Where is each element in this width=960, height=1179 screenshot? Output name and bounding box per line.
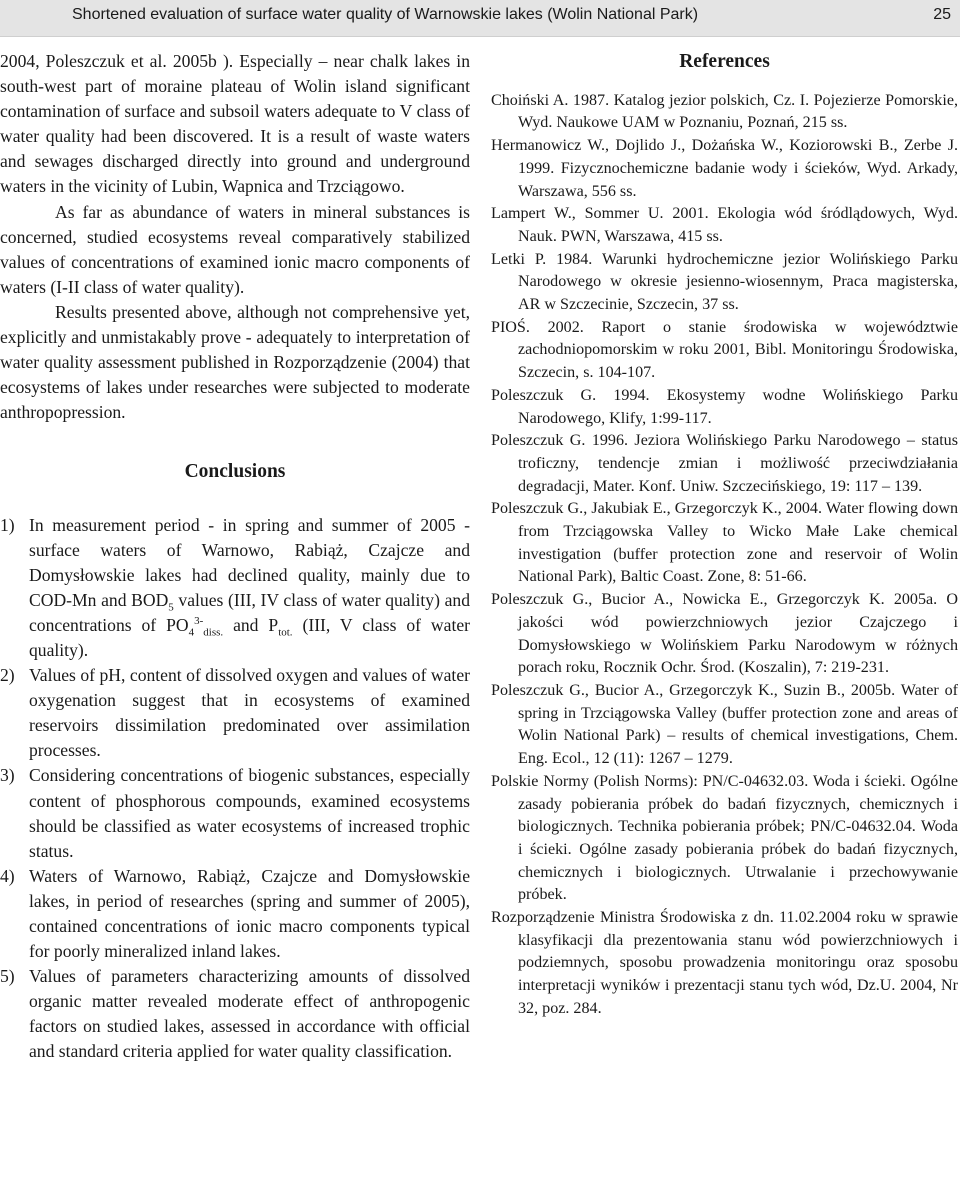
body-paragraph: 2004, Poleszczuk et al. 2005b ). Especially – near chalk lakes in south-west part of moraine plateau of Wolin island significant contamination of surface and subsoil waters adequate to V class of water quality had been discovered. It is a result of waste waters and sewages discharged directly into ground and underground waters in the vicinity of Lubin, Wapnica and Trzciągowo.	[0, 51, 470, 197]
running-title: Shortened evaluation of surface water quality of Warnowskie lakes (Wolin National Park)	[72, 6, 699, 23]
running-header	[0, 0, 960, 37]
item-number: 3)	[0, 765, 15, 786]
reference-entry: Rozporządzenie Ministra Środowiska z dn. 11.02.2004 roku w sprawie klasyfikacji dla prezentowania stanu wód powierzchniowych i podziemnych, sposobu prowadzenia monitoringu oraz sposobu interpretacji wyników i prezentacji stanu tych wód, Dz.U. 2004, Nr 32, poz. 284.	[491, 909, 958, 1017]
reference-entry: Hermanowicz W., Dojlido J., Dożańska W., Koziorowski B., Zerbe J. 1999. Fizycznochemiczne badanie wody i ścieków, Wyd. Arkady, Warszawa, 556 ss.	[491, 137, 958, 200]
conclusion-text: Waters of Warnowo, Rabiąż, Czajcze and Domysłowskie lakes, in period of researches (spring and summer of 2005), contained concentrations of ionic macro components typical for poorly mineralized inland lakes.	[29, 865, 470, 962]
right-column	[491, 49, 958, 1021]
reference-entry: Letki P. 1984. Warunki hydrochemiczne jezior Wolińskiego Parku Narodowego w okresie jesienno-wiosennym, Praca magisterska, AR w Szczecinie, Szczecin, 37 ss.	[491, 250, 958, 314]
body-paragraph: Results presented above, although not comprehensive yet, explicitly and unmistakably prove - adequately to interpretation of water quality assessment published in Rozporządzenie (2004) that ecosystems of lakes under researches were subjected to moderate anthropopression.	[0, 301, 470, 423]
conclusion-text: Values of pH, content of dissolved oxygen and values of water oxygenation suggest that in ecosystems of examined reservoirs dissimilation predominated over assimilation processes.	[29, 665, 470, 761]
item-number: 1)	[0, 514, 15, 535]
item-number: 5)	[0, 966, 15, 987]
reference-entry: Poleszczuk G., Bucior A., Grzegorczyk K., Suzin B., 2005b. Water of spring in Trzciągowska Valley (buffer protection zone and areas of Wolin National Park) – results of chemical investigations, Chem. Eng. Ecol., 12 (11): 1267 – 1279.	[491, 681, 958, 768]
reference-entry: Lampert W., Sommer U. 2001. Ekologia wód śródlądowych, Wyd. Nauk. PWN, Warszawa, 415 ss.	[491, 205, 958, 245]
conclusion-item	[0, 663, 470, 763]
body-paragraph: As far as abundance of waters in mineral substances is concerned, studied ecosystems reveal comparatively stabilized values of concentrations of examined ionic macro components of waters (I-II class of water quality).	[0, 201, 470, 297]
conclusion-item	[0, 964, 470, 1064]
reference-entry: Poleszczuk G. 1994. Ekosystemy wodne Wolińskiego Parku Narodowego, Klify, 1:99-117.	[491, 386, 958, 427]
reference-entry: Poleszczuk G., Jakubiak E., Grzegorczyk K., 2004. Water flowing down from Trzciągowska Valley to Wicko Małe Lake chemical investigation (buffer protection zone and reservoir of Wolin National Park), Baltic Coast. Zone, 8: 51-66.	[491, 500, 958, 586]
conclusions-heading: Conclusions	[184, 461, 286, 483]
conclusion-item	[0, 513, 470, 664]
references-heading: References	[679, 51, 770, 72]
page-number: 25	[933, 6, 951, 23]
reference-entry: Poleszczuk G. 1996. Jeziora Wolińskiego Parku Narodowego – status troficzny, tendencje zmian i możliwość przeciwdziałania degradacji, Mater. Konf. Uniw. Szczecińskiego, 19: 117 – 139.	[491, 432, 958, 495]
conclusion-text: Considering concentrations of biogenic substances, especially content of phosphorous compounds, examined ecosystems should be classified as water ecosystems of increased trophic status.	[29, 765, 470, 861]
item-number: 2)	[0, 665, 15, 686]
reference-entry: Polskie Normy (Polish Norms): PN/C-04632.03. Woda i ścieki. Ogólne zasady pobierania próbek do badań fizycznych, chemicznych i biologicznych. Technika pobierania próbek; PN/C-04632.04. Woda i ścieki. Ogólne zasady pobierania próbek do badań fizycznych, chemicznych i biologicznych. Utrwalanie i przechowywanie próbek.	[491, 772, 958, 904]
conclusion-text: In measurement period - in spring and summer of 2005 - surface waters of Warnowo, Rabiąż, Czajcze and Domysłowskie lakes had declined quality, mainly due to COD-Mn and $BOD_5$ values (III, IV class of water quality) and concentrations of $PO_4^{3-}_{diss.}$ and $P_{tot.}$ (III, V class of water quality).	[29, 514, 471, 660]
reference-entry: PIOŚ. 2002. Raport o stanie środowiska w województwie zachodniopomorskim w roku 2001, Bibl. Monitoringu Środowiska, Szczecin, s. 104-107.	[491, 318, 958, 382]
conclusion-item	[0, 763, 470, 863]
conclusion-text: Values of parameters characterizing amounts of dissolved organic matter revealed moderate effect of anthropogenic factors on studied lakes, assessed in accordance with official and standard criteria applied for water quality classification.	[29, 966, 470, 1062]
item-number: 4)	[0, 865, 15, 886]
reference-entry: Choiński A. 1987. Katalog jezior polskich, Cz. I. Pojezierze Pomorskie, Wyd. Naukowe UAM w Poznaniu, Poznań, 215 ss.	[491, 91, 958, 132]
conclusions-list	[0, 513, 470, 1065]
conclusion-item	[0, 864, 470, 964]
left-column	[0, 49, 470, 1065]
reference-entry: Poleszczuk G., Bucior A., Nowicka E., Grzegorczyk K. 2005a. O jakości wód powierzchniowych jezior Czajczego i Domysłowskiego w Wolińskiem Parku Narodowym w różnych porach roku, Rocznik Ochr. Środ. (Koszalin), 7: 219-231.	[491, 591, 958, 677]
